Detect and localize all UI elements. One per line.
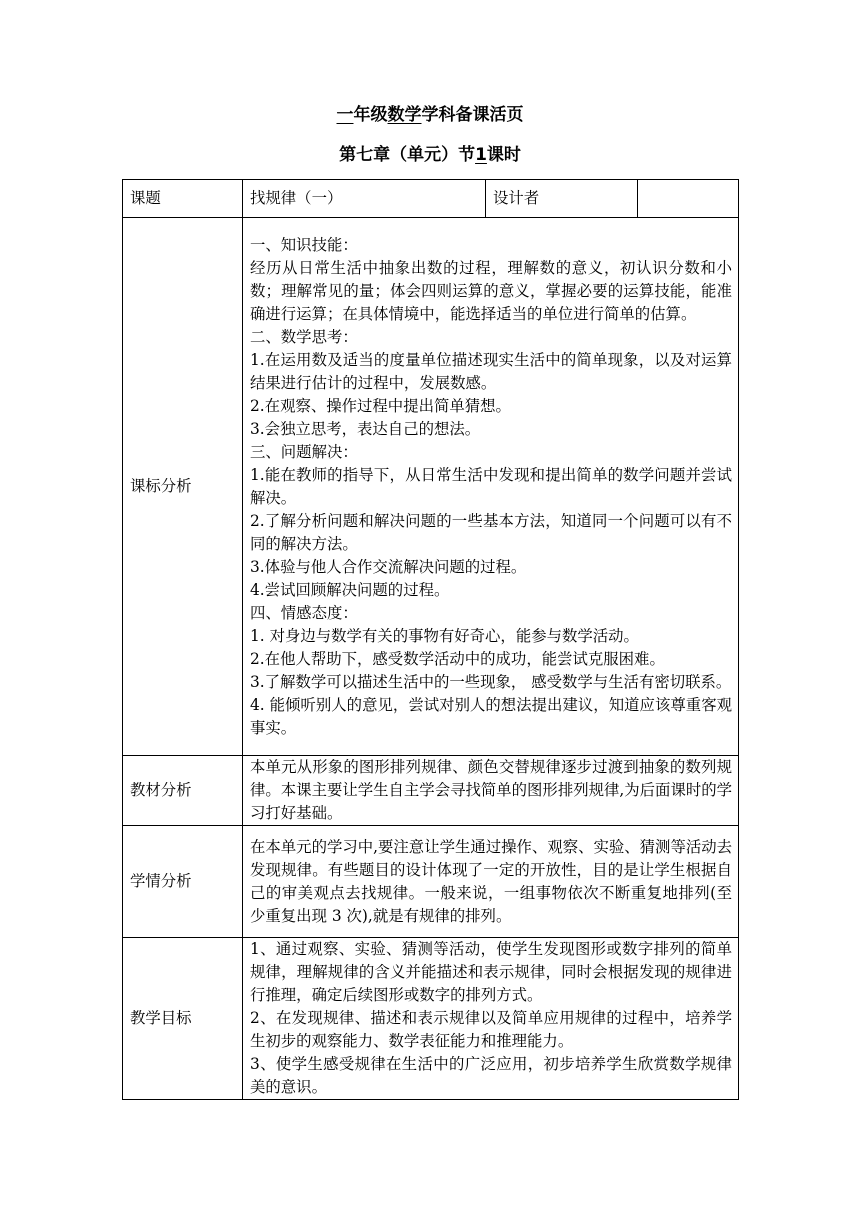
chapter-subtitle [0,144,860,166]
paragraph: 在本单元的学习中,要注意让学生通过操作、观察、实验、猜测等活动去发现规律。有些题目的设计体现了一定的开放性，目的是让学生根据自己的审美观点去找规律。一般来说，一组事物依次不断重复地排列(至少重复出现 3 次),就是有规律的排列。 [250,837,733,925]
paragraph: 1、通过观察、实验、猜测等活动，使学生发现图形或数字排列的简单规律，理解规律的含义并能描述和表示规律，同时会根据发现的规律进行推理，确定后续图形或数字的排列方式。 [250,940,732,1004]
table-header-row [123,180,739,218]
table-row [123,938,739,1100]
designer-label: 设计者 [486,180,638,218]
table-row [123,218,739,756]
paragraph: 2.了解分析问题和解决问题的一些基本方法，知道同一个问题可以有不同的解决方法。 [250,511,732,553]
paragraph: 3.了解数学可以描述生活中的一些现象， 感受数学与生活有密切联系。 [250,672,732,691]
lesson-number: 1 [475,145,487,165]
section-label: 教学目标 [123,938,243,1100]
paragraph: 一、知识技能： [250,235,358,254]
paragraph: 经历从日常生活中抽象出数的过程，理解数的意义，初认识分数和小数；理解常见的量；体会四则运算的意义，掌握必要的运算技能，能准确进行运算；在具体情境中，能选择适当的单位进行简单的估算。 [250,258,732,323]
paragraph: 1. 对身边与数学有关的事物有好奇心，能参与数学活动。 [250,626,639,645]
paragraph: 3.会独立思考，表达自己的想法。 [250,419,481,438]
paragraph: 1.能在教师的指导下，从日常生活中发现和提出简单的数学问题并尝试解决。 [250,465,732,507]
page-title [0,104,860,126]
section-label: 学情分析 [123,826,243,938]
section-content [243,218,739,756]
table-row [123,756,739,826]
paragraph: 2.在他人帮助下，感受数学活动中的成功，能尝试克服困难。 [250,649,665,668]
paragraph: 3.体验与他人合作交流解决问题的过程。 [250,557,527,576]
topic-value: 找规律（一） [243,180,486,218]
section-content [243,938,739,1100]
section-label: 课标分析 [123,218,243,756]
grade: 一 [336,105,354,125]
topic-label: 课题 [123,180,243,218]
lesson-suffix: 课时 [486,145,521,165]
paragraph: 3、使学生感受规律在生活中的广泛应用，初步培养学生欣赏数学规律美的意识。 [250,1055,732,1096]
chapter-prefix: 第七章（单元）节 [339,145,476,165]
section-label: 教材分析 [123,756,243,826]
table-row [123,826,739,938]
subject: 数学 [387,105,422,125]
paragraph: 二、数学思考： [250,327,358,346]
subject-suffix: 学科备课活页 [421,105,524,125]
grade-suffix: 年级 [353,105,388,125]
paragraph: 三、问题解决： [250,442,358,461]
lesson-plan-table [122,179,739,1100]
paragraph: 四、情感态度： [250,603,358,622]
paragraph: 本单元从形象的图形排列规律、颜色交替规律逐步过渡到抽象的数列规律。本课主要让学生自主学会寻找简单的图形排列规律,为后面课时的学习打好基础。 [250,758,733,822]
section-content [243,826,739,938]
paragraph: 4.尝试回顾解决问题的过程。 [250,580,450,599]
section-content [243,756,739,826]
paragraph: 2.在观察、操作过程中提出简单猜想。 [250,396,511,415]
paragraph: 1.在运用数及适当的度量单位描述现实生活中的简单现象，以及对运算结果进行估计的过程中，发展数感。 [250,350,732,392]
designer-value [638,180,739,218]
paragraph: 4. 能倾听别人的意见，尝试对别人的想法提出建议，知道应该尊重客观事实。 [250,695,732,737]
paragraph: 2、在发现规律、描述和表示规律以及简单应用规律的过程中，培养学生初步的观察能力、数学表征能力和推理能力。 [250,1009,732,1050]
